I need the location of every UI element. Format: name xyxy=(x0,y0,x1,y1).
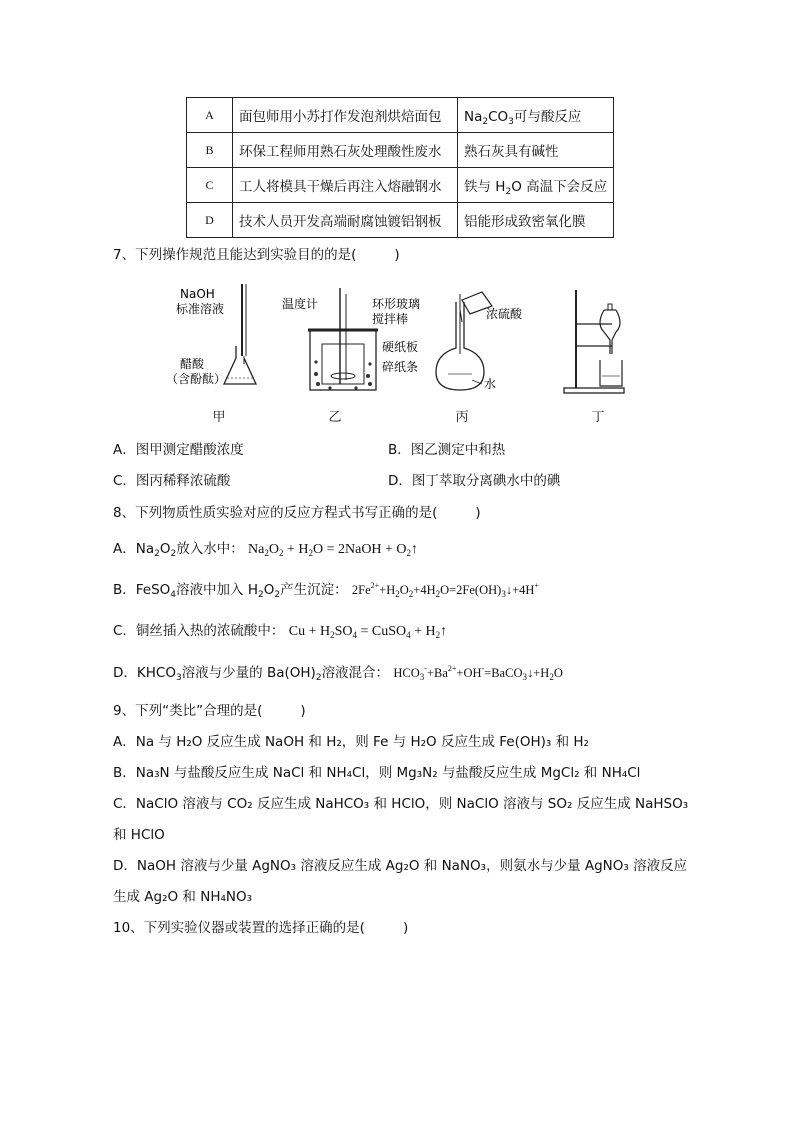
row-letter: C xyxy=(187,168,233,203)
table-row xyxy=(187,133,614,168)
apparatus-jia xyxy=(166,284,256,386)
jia-label-acetic: 醋酸 xyxy=(180,357,205,371)
yi-label-thermometer: 温度计 xyxy=(282,297,319,311)
row-action: 工人将模具干燥后再注入熔融钢水 xyxy=(233,168,458,203)
caption-bing: 丙 xyxy=(455,410,469,425)
table-row xyxy=(187,203,614,238)
row-reason: 铝能形成致密氧化膜 xyxy=(458,203,614,238)
yi-label-paper: 碎纸条 xyxy=(382,360,419,374)
yi-label-stirrer2: 搅拌棒 xyxy=(372,312,409,326)
question-10-stem: 10、下列实验仪器或装置的选择正确的是( ) xyxy=(113,920,409,936)
caption-yi: 乙 xyxy=(328,410,342,425)
q7-option-a: A．图甲测定醋酸浓度 xyxy=(113,442,244,458)
apparatus-bing xyxy=(436,292,523,391)
q9-option-c-line1: C．NaClO 溶液与 CO₂ 反应生成 NaHCO₃ 和 HClO，则 NaClO 溶液与 SO₂ 反应生成 NaHSO₃ xyxy=(113,796,689,812)
question-9-stem: 9、下列“类比”合理的是( ) xyxy=(113,703,306,719)
q9-option-a: A．Na 与 H₂O 反应生成 NaOH 和 H₂，则 Fe 与 H₂O 反应生成 Fe(OH)₃ 和 H₂ xyxy=(113,734,589,750)
row-letter: B xyxy=(187,133,233,168)
bing-label-water: 水 xyxy=(484,377,497,391)
caption-ding: 丁 xyxy=(591,410,605,425)
row-action: 环保工程师用熟石灰处理酸性废水 xyxy=(233,133,458,168)
q8-option-d: D．$KHCO_3$溶液与少量的 $Ba(OH)_2$溶液混合： $HCO_3^-+Ba^{2+}+OH^-=BaCO_3↓+H_2O$ xyxy=(113,664,563,683)
q7-option-c: C．图丙稀释浓硫酸 xyxy=(113,473,231,489)
caption-jia: 甲 xyxy=(212,410,226,425)
question-8-stem: 8、下列物质性质实验对应的反应方程式书写正确的是( ) xyxy=(113,505,481,521)
row-action: 面包师用小苏打作发泡剂烘焙面包 xyxy=(233,98,458,133)
table-row xyxy=(187,168,614,203)
row-action: 技术人员开发高端耐腐蚀镀铝钢板 xyxy=(233,203,458,238)
table-row xyxy=(187,98,614,133)
jia-label-phenol: （含酚酞） xyxy=(166,372,227,386)
row-reason: $Na_2CO_3$可与酸反应 xyxy=(458,98,614,133)
q9-option-d-line1: D．NaOH 溶液与少量 AgNO₃ 溶液反应生成 Ag₂O 和 NaNO₃，则氨水与少量 AgNO₃ 溶液反应 xyxy=(113,858,688,874)
equation-a: $Na_2O_2 + H_2O$ = 2NaOH + $O_2↑$ xyxy=(248,542,419,558)
yi-label-stirrer1: 环形玻璃 xyxy=(372,297,421,311)
q7-option-d: D．图丁萃取分离碘水中的碘 xyxy=(388,473,561,489)
row-letter: D xyxy=(187,203,233,238)
jia-label-standard: 标准溶液 xyxy=(176,302,225,316)
yi-label-cardboard: 硬纸板 xyxy=(382,340,419,354)
question-7-stem: 7、下列操作规范且能达到实验目的的是( ) xyxy=(113,247,400,263)
q9-option-d-line2: 生成 Ag₂O 和 NH₄NO₃ xyxy=(113,889,253,905)
experiment-figure xyxy=(160,284,630,424)
row-reason: 熟石灰具有碱性 xyxy=(458,133,614,168)
q9-option-c-line2: 和 HClO xyxy=(113,827,165,843)
jia-label-naoh: NaOH xyxy=(180,287,215,301)
equation-b: $2Fe^{2+}+H_2O_2+4H_2O=2Fe(OH)_3↓+4H^+$ xyxy=(351,581,539,599)
row-letter: A xyxy=(187,98,233,133)
apparatus-ding xyxy=(564,290,624,393)
bing-label-acid: 浓硫酸 xyxy=(486,307,523,321)
equation-d: $HCO_3^-+Ba^{2+}+OH^-=BaCO_3↓+H_2O$ xyxy=(393,664,563,682)
apparatus-yi xyxy=(282,288,420,390)
row-reason: 铁与 $H_2O$ 高温下会反应 xyxy=(458,168,614,203)
q8-option-a: A．$Na_2O_2$放入水中： $Na_2O_2 + H_2O$ = 2NaOH + $O_2↑$ xyxy=(113,541,419,559)
equation-c: $Cu + H_2SO_4$ = CuSO$_4$ + $H_2↑$ xyxy=(288,624,448,640)
q8-option-c: C．铜丝插入热的浓硫酸中： $Cu + H_2SO_4$ = CuSO$_4$ + $H_2↑$ xyxy=(113,623,448,640)
q9-option-b: B．Na₃N 与盐酸反应生成 NaCl 和 NH₄Cl，则 Mg₃N₂ 与盐酸反应生成 MgCl₂ 和 NH₄Cl xyxy=(113,765,641,781)
q8-option-b: B．FeSO$_4$溶液中加入 $H_2O_2$产生沉淀： $2Fe^{2+}+H_2O_2+4H_2O=2Fe(OH)_3↓+4H^+$ xyxy=(113,581,539,600)
q7-option-b: B．图乙测定中和热 xyxy=(388,442,506,458)
options-table xyxy=(186,97,614,238)
